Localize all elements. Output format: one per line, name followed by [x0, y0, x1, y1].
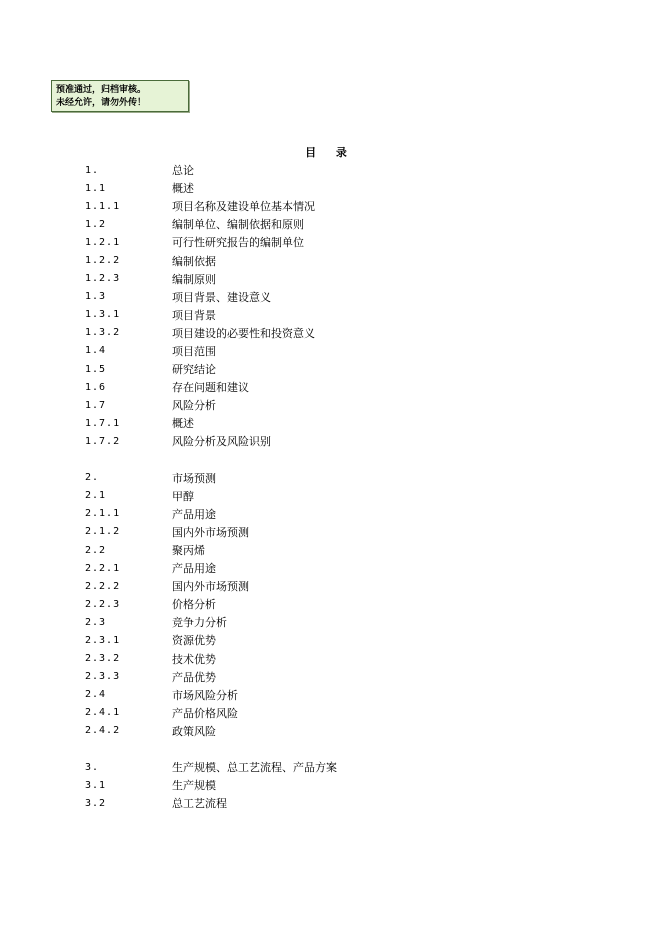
toc-entry-title: 产品用途	[172, 507, 216, 521]
toc-entry-number: 1.2	[85, 218, 107, 230]
toc-entry-number: 1.4	[85, 345, 107, 357]
toc-entry	[85, 197, 505, 215]
toc-entry	[85, 233, 505, 251]
toc-entry-number: 1.7	[85, 399, 107, 411]
toc-entry-title: 聚丙烯	[172, 544, 205, 558]
toc-entry-title: 编制原则	[172, 272, 216, 286]
toc-entry-number: 3.2	[85, 797, 107, 809]
toc-entry	[85, 432, 505, 450]
toc-entry-number: 2.4.1	[85, 707, 121, 719]
toc-spacer	[85, 451, 505, 469]
toc-entry-number: 1.2.2	[85, 255, 121, 267]
toc-entry-number: 2.1	[85, 490, 107, 502]
toc-entry	[85, 251, 505, 269]
toc-entry	[85, 378, 505, 396]
toc-entry-title: 研究结论	[172, 363, 216, 377]
stamp-line-1: 预准通过，归档审核。	[56, 85, 147, 95]
approval-stamp	[51, 80, 189, 112]
toc-entry-title: 项目背景、建设意义	[172, 290, 271, 304]
toc-entry-title: 编制依据	[172, 254, 216, 268]
toc-entry	[85, 794, 505, 812]
toc-entry	[85, 179, 505, 197]
toc-entry	[85, 722, 505, 740]
toc-entry-number: 1.3.1	[85, 309, 121, 321]
toc-entry	[85, 577, 505, 595]
toc-entry-number: 1.5	[85, 363, 107, 375]
toc-entry	[85, 523, 505, 541]
toc-entry-title: 编制单位、编制依据和原则	[172, 218, 304, 232]
toc-entry-number: 2.3	[85, 616, 107, 628]
toc-entry-number: 2.2	[85, 544, 107, 556]
toc-entry-number: 1.3.2	[85, 327, 121, 339]
toc-entry-title: 总论	[172, 164, 194, 178]
toc-entry	[85, 595, 505, 613]
toc-entry-number: 1.3	[85, 291, 107, 303]
toc-entry-title: 风险分析	[172, 399, 216, 413]
toc-entry-title: 甲醇	[172, 489, 194, 503]
toc-entry	[85, 342, 505, 360]
toc-entry-number: 2.4.2	[85, 725, 121, 737]
toc-entry-number: 3.	[85, 761, 100, 773]
toc-entry-number: 1.1	[85, 182, 107, 194]
toc-entry	[85, 758, 505, 776]
toc-entry	[85, 631, 505, 649]
toc-entry-title: 价格分析	[172, 598, 216, 612]
toc-entry	[85, 505, 505, 523]
toc-entry-number: 1.7.1	[85, 417, 121, 429]
toc-entry	[85, 215, 505, 233]
toc-entry-title: 项目建设的必要性和投资意义	[172, 326, 315, 340]
toc-entry	[85, 559, 505, 577]
toc-entry-title: 技术优势	[172, 652, 216, 666]
toc-entry-title: 政策风险	[172, 724, 216, 738]
toc-entry-number: 3.1	[85, 779, 107, 791]
toc-entry-title: 生产规模	[172, 779, 216, 793]
toc-entry	[85, 414, 505, 432]
toc-spacer	[85, 740, 505, 758]
toc-entry-title: 产品用途	[172, 562, 216, 576]
toc-entry-title: 风险分析及风险识别	[172, 435, 271, 449]
toc-entry-number: 2.2.1	[85, 562, 121, 574]
toc-entry-title: 项目名称及建设单位基本情况	[172, 200, 315, 214]
toc-entry-number: 1.7.2	[85, 435, 121, 447]
toc-entry-title: 概述	[172, 182, 194, 196]
toc-entry-title: 竞争力分析	[172, 616, 227, 630]
toc-entry-number: 2.3.2	[85, 653, 121, 665]
toc-entry-number: 2.1.2	[85, 526, 121, 538]
table-of-contents	[85, 161, 505, 812]
toc-entry-number: 2.3.1	[85, 634, 121, 646]
toc-entry	[85, 686, 505, 704]
toc-entry-title: 可行性研究报告的编制单位	[172, 236, 304, 250]
toc-entry	[85, 613, 505, 631]
toc-entry	[85, 668, 505, 686]
toc-entry	[85, 324, 505, 342]
toc-entry-title: 生产规模、总工艺流程、产品方案	[172, 761, 337, 775]
toc-entry-title: 国内外市场预测	[172, 525, 249, 539]
toc-entry	[85, 469, 505, 487]
toc-entry-number: 1.1.1	[85, 200, 121, 212]
toc-entry	[85, 650, 505, 668]
toc-entry-title: 项目范围	[172, 344, 216, 358]
toc-entry-title: 总工艺流程	[172, 797, 227, 811]
toc-title: 目 录	[305, 146, 355, 159]
toc-entry-title: 存在问题和建议	[172, 381, 249, 395]
toc-entry	[85, 306, 505, 324]
toc-entry-title: 概述	[172, 417, 194, 431]
toc-entry-number: 2.3.3	[85, 671, 121, 683]
toc-entry-title: 资源优势	[172, 634, 216, 648]
toc-entry	[85, 288, 505, 306]
toc-entry-number: 1.	[85, 164, 100, 176]
toc-entry	[85, 360, 505, 378]
toc-entry-title: 产品价格风险	[172, 706, 238, 720]
toc-entry-number: 1.6	[85, 381, 107, 393]
toc-entry-title: 市场预测	[172, 471, 216, 485]
stamp-line-2: 未经允许，请勿外传！	[56, 98, 147, 108]
toc-entry-number: 1.2.3	[85, 273, 121, 285]
toc-entry	[85, 541, 505, 559]
toc-entry-title: 产品优势	[172, 670, 216, 684]
toc-entry-number: 2.1.1	[85, 508, 121, 520]
toc-entry-number: 2.2.3	[85, 598, 121, 610]
toc-entry	[85, 270, 505, 288]
toc-entry	[85, 396, 505, 414]
toc-entry-number: 2.4	[85, 689, 107, 701]
toc-entry-title: 项目背景	[172, 308, 216, 322]
toc-entry-title: 市场风险分析	[172, 688, 238, 702]
toc-entry	[85, 776, 505, 794]
toc-entry	[85, 161, 505, 179]
toc-entry	[85, 487, 505, 505]
toc-entry-number: 1.2.1	[85, 236, 121, 248]
toc-entry-number: 2.	[85, 472, 100, 484]
toc-entry-number: 2.2.2	[85, 580, 121, 592]
toc-entry-title: 国内外市场预测	[172, 580, 249, 594]
toc-entry	[85, 704, 505, 722]
